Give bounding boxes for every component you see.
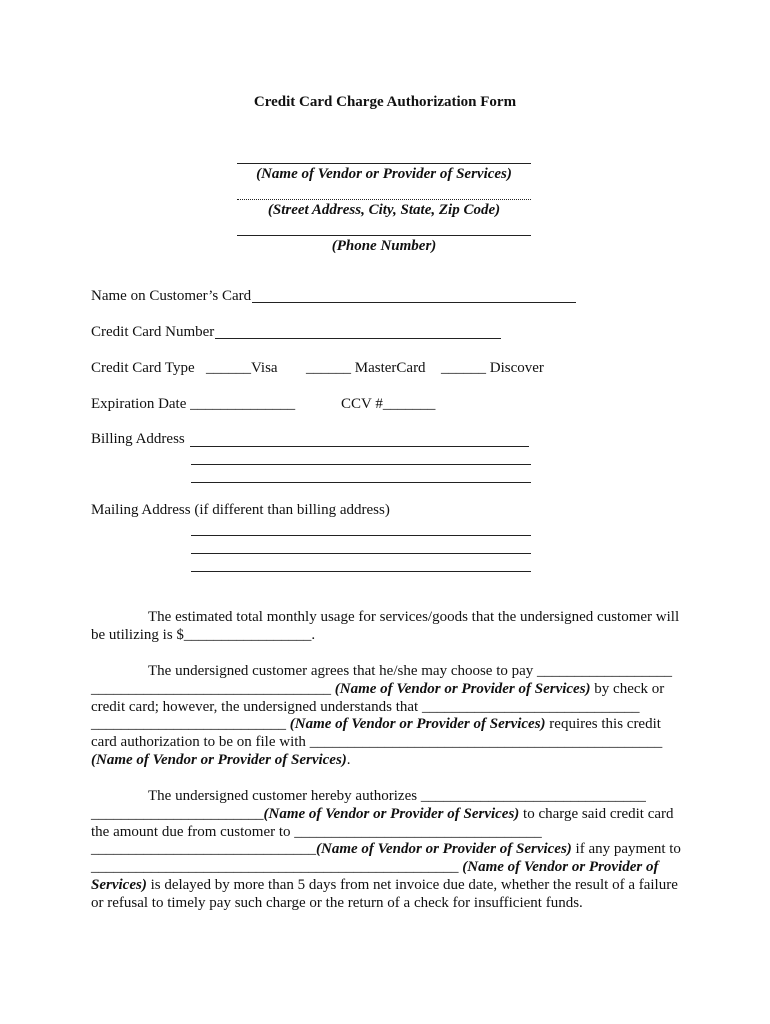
ccv-blank[interactable]: _______ bbox=[382, 396, 436, 412]
payment-vendor-blank-2[interactable]: _____________________________ __________________________ bbox=[91, 698, 640, 733]
card-number-line[interactable] bbox=[215, 338, 501, 339]
mailing-address-line-3[interactable] bbox=[191, 571, 531, 572]
mailing-address-label: Mailing Address (if different than billing address) bbox=[91, 502, 390, 518]
monthly-usage-blank[interactable]: _________________ bbox=[183, 626, 312, 643]
discover-label: Discover bbox=[489, 360, 544, 376]
visa-option[interactable] bbox=[206, 360, 278, 377]
card-number-label: Credit Card Number bbox=[91, 324, 215, 340]
visa-blank[interactable]: ______ bbox=[206, 360, 251, 376]
vendor-phone-caption: (Phone Number) bbox=[331, 238, 437, 254]
expiration-blank[interactable]: ______________ bbox=[190, 396, 296, 412]
mastercard-option[interactable] bbox=[306, 360, 426, 377]
name-on-card-line[interactable] bbox=[252, 302, 576, 303]
authorize-vendor-blank-1[interactable]: ______________________________ _______________________ bbox=[91, 788, 646, 822]
vendor-name-caption: (Name of Vendor or Provider of Services) bbox=[256, 166, 512, 182]
vendor-address-line[interactable] bbox=[237, 199, 531, 200]
vendor-address-caption: (Street Address, City, State, Zip Code) bbox=[267, 202, 501, 218]
authorize-vendor-blank-2[interactable]: _________________________________ ______________________________ bbox=[91, 823, 542, 858]
vendor-phone-line[interactable] bbox=[237, 235, 531, 236]
billing-address-line-3[interactable] bbox=[191, 482, 531, 483]
vendor-name-line[interactable] bbox=[237, 163, 531, 164]
ccv-label: CCV #_______ bbox=[341, 396, 436, 412]
mastercard-blank[interactable]: ______ bbox=[306, 360, 351, 376]
mailing-address-line-2[interactable] bbox=[191, 553, 531, 554]
expiration-label: Expiration Date ______________ bbox=[91, 396, 296, 412]
card-type-label: Credit Card Type bbox=[91, 360, 195, 376]
name-on-card-label: Name on Customer’s Card bbox=[91, 288, 252, 304]
payment-agreement-paragraph: The undersigned customer agrees that he/she may choose to pay __________________ ________________________________ (Name of Vendor or Provider of Services) by check or credit card; however, the undersigned understands that _____________________________ __________________________ (Name of Vendor or Provider of Services) requires this credit card authorization to be on file with _______________________________________________ (Name of Vendor or Provider of Services). bbox=[91, 663, 673, 768]
payment-vendor-blank-1[interactable]: __________________ ________________________________ bbox=[91, 663, 673, 697]
authorize-vendor-blank-3[interactable]: _________________________________________________ bbox=[91, 859, 459, 876]
billing-address-line-2[interactable] bbox=[191, 464, 531, 465]
monthly-usage-paragraph: The estimated total monthly usage for services/goods that the undersigned customer will be utilizing is $_________________. bbox=[91, 609, 680, 643]
discover-blank[interactable]: ______ bbox=[441, 360, 486, 376]
form-title: Credit Card Charge Authorization Form bbox=[253, 94, 517, 110]
discover-option[interactable] bbox=[441, 360, 544, 377]
billing-address-label: Billing Address bbox=[91, 431, 185, 447]
charge-authorization-paragraph: The undersigned customer hereby authorizes ______________________________ _______________________(Name of Vendor or Provider of Services) to charge said credit card the amount due from customer to _________________________________ ______________________________(Name of Vendor or Provider of Services) if any payment to _________________________________________________ (Name of Vendor or Provider of Services) is delayed by more than 5 days from net invoice due date, whether the result of a failure or refusal to timely pay such charge or the return of a check for insufficient funds. bbox=[91, 788, 681, 911]
visa-label: Visa bbox=[251, 360, 278, 376]
mastercard-label: MasterCard bbox=[354, 360, 426, 376]
billing-address-line-1[interactable] bbox=[190, 446, 529, 447]
payment-vendor-blank-3[interactable]: _______________________________________________ bbox=[309, 734, 663, 751]
mailing-address-line-1[interactable] bbox=[191, 535, 531, 536]
